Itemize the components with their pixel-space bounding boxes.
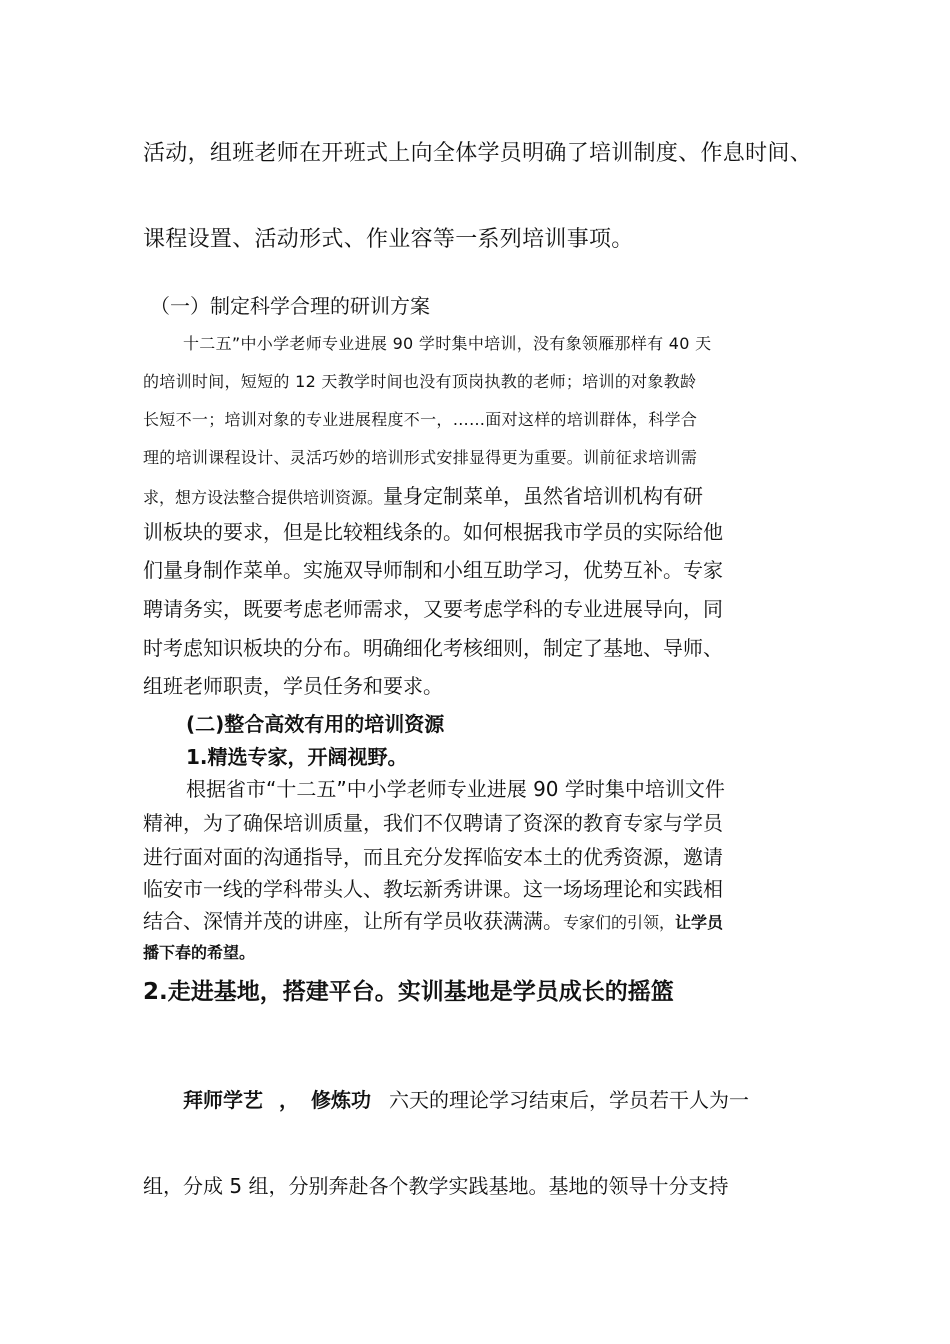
section1-big-line: 聘请务实，既要考虑老师需求，又要考虑学科的专业进展导向，同 <box>143 597 723 621</box>
section1-line: 长短不一；培训对象的专业进展程度不一，……面对这样的培训群体，科学合 <box>143 410 698 429</box>
sub1-last-b: 专家们的引领， <box>563 913 676 932</box>
section1-big-line: 组班老师职责，学员任务和要求。 <box>143 674 443 698</box>
sub1-last-c: 让学员 <box>675 913 724 932</box>
section1-heading: （一）制定科学合理的研训方案 <box>150 294 430 318</box>
sub1-tail: 播下春的希望。 <box>143 943 256 962</box>
section1-line: 理的培训课程设计、灵活巧妙的培训形式安排显得更为重要。训前征求培训需 <box>143 448 698 467</box>
section1-big-line: 们量身制作菜单。实施双导师制和小组互助学习，优势互补。专家 <box>143 558 723 582</box>
sub1-line: 根据省市“十二五”中小学老师专业进展 90 学时集中培训文件 <box>186 777 725 801</box>
final-line: 组，分成 5 组，分别奔赴各个教学实践基地。基地的领导十分支持 <box>143 1174 729 1198</box>
sub1-heading: 1.精选专家，开阔视野。 <box>186 745 408 769</box>
intro-line-2: 课程设置、活动形式、作业容等一系列培训事项。 <box>143 227 634 252</box>
apprentice-bold-a: 拜师学艺 <box>183 1088 263 1112</box>
sub1-last-line <box>143 905 723 934</box>
section1-big-line: 训板块的要求，但是比较粗线条的。如何根据我市学员的实际给他 <box>143 520 723 544</box>
section1-mixed-small: 求，想方设法整合提供培训资源。 <box>143 488 384 507</box>
intro-line-1: 活动，组班老师在开班式上向全体学员明确了培训制度、作息时间、 <box>143 141 813 166</box>
section1-line: 十二五”中小学老师专业进展 90 学时集中培训，没有象领雁那样有 40 天 <box>183 334 712 353</box>
sub1-line: 进行面对面的沟通指导，而且充分发挥临安本土的优秀资源，邀请 <box>143 845 723 869</box>
section1-big-line: 时考虑知识板块的分布。明确细化考核细则，制定了基地、导师、 <box>143 636 723 660</box>
sub2-heading: 2.走进基地，搭建平台。实训基地是学员成长的摇篮 <box>143 979 674 1005</box>
section1-line: 的培训时间，短短的 12 天教学时间也没有顶岗执教的老师；培训的对象教龄 <box>143 372 697 391</box>
sub1-last-a: 结合、深情并茂的讲座，让所有学员收获满满。 <box>143 909 563 933</box>
apprentice-comma: ， <box>279 1088 299 1112</box>
apprentice-line <box>183 1084 749 1113</box>
section2-heading: (二)整合高效有用的培训资源 <box>186 712 445 736</box>
section1-mixed-large: 量身定制菜单，虽然省培训机构有研 <box>383 484 704 508</box>
apprentice-bold-b: 修炼功 <box>311 1088 371 1112</box>
apprentice-rest: 六天的理论学习结束后，学员若干人为一 <box>389 1088 749 1112</box>
sub1-line: 临安市一线的学科带头人、教坛新秀讲课。这一场场理论和实践相 <box>143 877 723 901</box>
section1-mixed-line <box>143 480 703 509</box>
sub1-line: 精神，为了确保培训质量，我们不仅聘请了资深的教育专家与学员 <box>143 811 723 835</box>
